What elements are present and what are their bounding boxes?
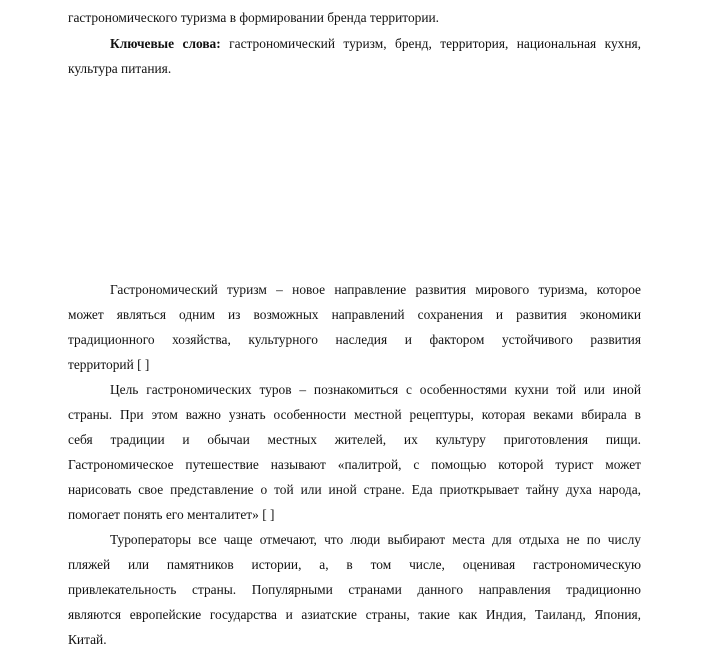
keywords-text: гастрономический туризм, бренд, территория, национальная кухня,: [220, 36, 642, 51]
paragraph-3-line: Китай.: [68, 632, 107, 647]
keywords-label: Ключевые слова:: [110, 36, 221, 51]
paragraph-2-line: себя традиции и обычаи местных жителей, их культуру приготовления пищи.: [68, 432, 641, 447]
paragraph-1-line: территорий [ ]: [68, 357, 150, 372]
paragraph-2-line: нарисовать свое представление о той или иной стране. Еда приоткрывает тайну духа народа,: [68, 482, 641, 497]
keywords-line-2: культура питания.: [68, 61, 172, 76]
abstract-last-line: гастрономического туризма в формировании бренда территории.: [68, 10, 440, 25]
paragraph-2-line: Гастрономическое путешествие называют «палитрой, с помощью которой турист может: [68, 457, 641, 472]
paragraph-1-line: традиционного хозяйства, культурного наследия и фактором устойчивого развития: [68, 332, 641, 347]
paragraph-1-line: может являться одним из возможных направлений сохранения и развития экономики: [68, 307, 641, 322]
paragraph-3-line: пляжей или памятников истории, а, в том числе, оценивая гастрономическую: [68, 557, 641, 572]
paragraph-3-line: Туроператоры все чаще отмечают, что люди выбирают места для отдыха не по числу: [110, 532, 641, 547]
keywords-line: [110, 36, 641, 52]
paragraph-3-line: привлекательность страны. Популярными странами данного направления традиционно: [68, 582, 641, 597]
paragraph-3-line: являются европейские государства и азиатские страны, такие как Индия, Таиланд, Япония,: [68, 607, 641, 622]
paragraph-2-line: помогает понять его менталитет» [ ]: [68, 507, 275, 522]
paragraph-2-line: Цель гастрономических туров – познакомиться с особенностями кухни той или иной: [110, 382, 641, 397]
paragraph-2-line: страны. При этом важно узнать особенности местной рецептуры, которая веками вбирала в: [68, 407, 641, 422]
paragraph-1-line: Гастрономический туризм – новое направление развития мирового туризма, которое: [110, 282, 641, 297]
